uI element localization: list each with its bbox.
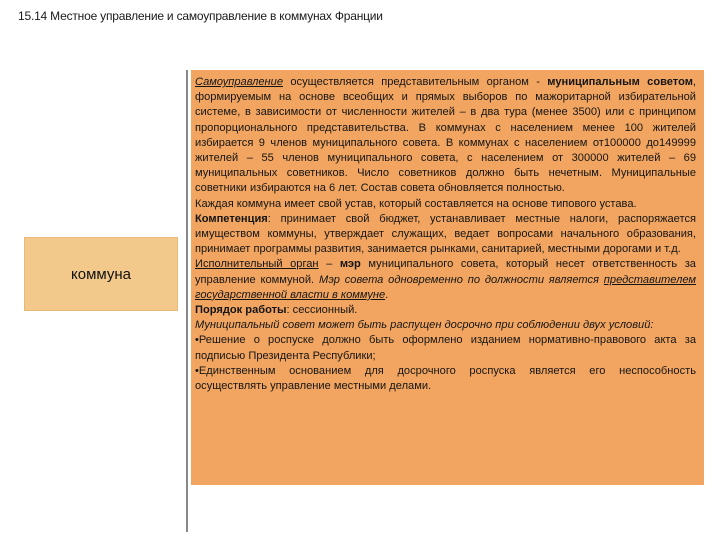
slide-title: 15.14 Местное управление и самоуправление в коммунах Франции [18, 9, 383, 23]
term-municipal-council: муниципальным советом [547, 76, 693, 88]
paragraph-dissolution: Муниципальный совет может быть распущен досрочно при соблюдении двух условий: [195, 319, 654, 332]
commune-label: коммуна [71, 265, 131, 283]
bullet-incapacity: •Единственным основанием для досрочного роспуска является его неспособность осуществлять управление местными делами. [195, 364, 696, 393]
commune-label-box [24, 237, 178, 311]
paragraph-procedure: Порядок работы: сессионный. [195, 304, 358, 317]
paragraph-charter: Каждая коммуна имеет свой устав, который составляется на основе типового устава. [195, 197, 637, 210]
paragraph-competence: Компетенция: принимает свой бюджет, устанавливает местные налоги, распоряжается имуществом коммуны, утверждает служащих, ведает вопросами начального образования, принимает программы развития, занимается рынками, санитарией, местными дорогами и т.д. [195, 212, 696, 256]
bullet-decree: •Решение о роспуске должно быть оформлено изданием нормативно-правового акта за подписью Президента Республики; [195, 334, 696, 362]
paragraph-executive: Исполнительный орган – мэр муниципального совета, который несет ответственность за управление коммуной. Мэр совета одновременно по должности является представителем государственной власти в коммуне. [195, 258, 696, 301]
paragraph-self-government: Самоуправление осуществляется представительным органом - муниципальным советом, формируемым на основе всеобщих и прямых выборов по мажоритарной избирательной системе, в зависимости от численности жителей – в два тура (менее 3500) или с принципом пропорционального представительства. В коммунах с населением менее 100 жителей избирается 9 членов муниципального совета. В коммунах с населением от100000 до149999 жителей – 55 членов муниципального совета, с населением от 300000 жителей – 69 муниципальных советников. Число советников должно быть нечетным. Муниципальные советники избираются на 6 лет. Состав совета обновляется полностью. [195, 76, 697, 195]
term-mayor: мэр [339, 258, 361, 271]
term-self-government: Самоуправление [195, 76, 283, 88]
vertical-divider [186, 70, 188, 532]
term-state-representative: представителем государственной власти в коммуне [195, 273, 696, 301]
term-executive-body: Исполнительный орган [195, 258, 319, 271]
term-procedure: Порядок работы [195, 304, 287, 317]
content-panel [191, 70, 704, 485]
term-competence: Компетенция [195, 212, 268, 225]
